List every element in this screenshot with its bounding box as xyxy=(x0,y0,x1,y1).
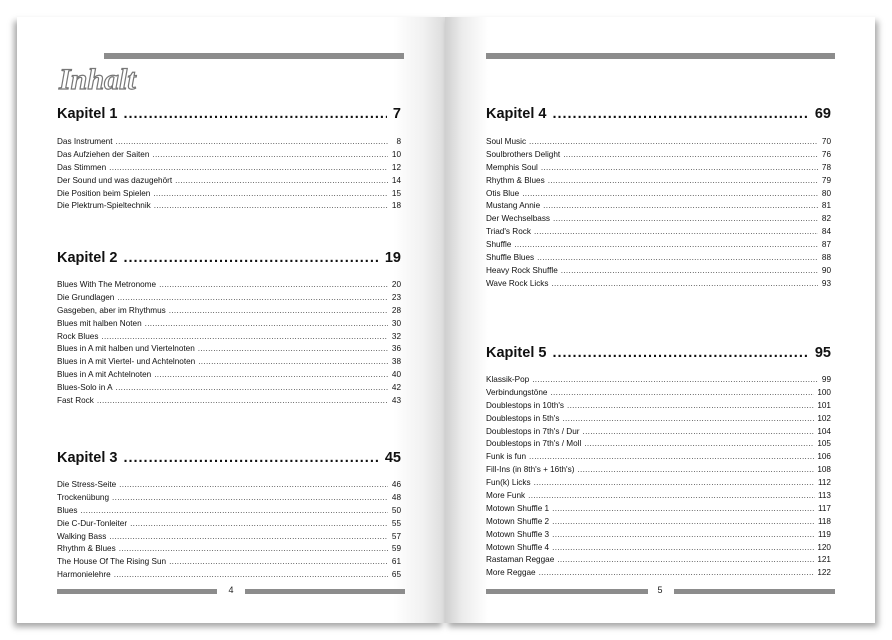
toc-entry-page: 81 xyxy=(821,201,831,211)
dot-leader xyxy=(123,106,386,122)
toc-entry xyxy=(57,518,401,531)
toc-entry xyxy=(486,567,831,580)
toc-entry xyxy=(57,343,401,356)
dot-leader xyxy=(154,200,388,213)
chapter-heading xyxy=(486,345,831,361)
toc-entry-page: 55 xyxy=(391,518,401,528)
page-number: 5 xyxy=(657,585,663,595)
dot-leader xyxy=(583,426,815,439)
toc-entry-page: 61 xyxy=(391,557,401,567)
chapter-page: 19 xyxy=(384,250,401,266)
dot-leader xyxy=(541,162,818,175)
dot-leader xyxy=(537,252,818,265)
toc-entry xyxy=(57,175,401,188)
toc-entry xyxy=(57,318,401,331)
toc-entry-page: 43 xyxy=(391,396,401,406)
toc-entry-title: More Funk xyxy=(486,491,526,501)
dot-leader xyxy=(123,450,378,466)
toc-entry-title: Die C-Dur-Tonleiter xyxy=(57,518,128,528)
dot-leader xyxy=(169,556,388,569)
toc-entry-page: 20 xyxy=(391,280,401,289)
toc-entry xyxy=(486,188,831,201)
dot-leader xyxy=(557,554,814,567)
toc-entry-title: Rhythm & Blues xyxy=(57,544,116,554)
dot-leader xyxy=(114,569,388,582)
toc-entry xyxy=(57,492,401,505)
toc-entry-page: 70 xyxy=(821,137,831,146)
toc-entry-page: 88 xyxy=(821,253,831,263)
toc-entry-page: 57 xyxy=(391,531,401,541)
toc-entry-page: 46 xyxy=(391,480,401,489)
toc-entry-title: Trockenübung xyxy=(57,492,110,502)
toc-entry-page: 90 xyxy=(821,265,831,275)
toc-entry xyxy=(486,162,831,175)
toc-entry xyxy=(486,516,831,529)
dot-leader xyxy=(123,250,378,266)
chapter-title: Kapitel 3 xyxy=(57,450,118,466)
toc-entry-title: Soul Music xyxy=(486,137,527,146)
dot-leader xyxy=(152,149,388,162)
toc-entry-title: Motown Shuffle 4 xyxy=(486,542,550,552)
toc-entry-page: 78 xyxy=(821,162,831,172)
toc-entry-title: More Reggae xyxy=(486,568,536,578)
dot-leader xyxy=(561,265,818,278)
toc-entry xyxy=(486,503,831,516)
toc-entry-title: Motown Shuffle 3 xyxy=(486,529,550,539)
chapter-title: Kapitel 4 xyxy=(486,106,547,122)
dot-leader xyxy=(101,331,388,344)
dot-leader xyxy=(552,516,815,529)
toc-entry-title: Das Instrument xyxy=(57,137,113,146)
toc-entry-title: Triad's Rock xyxy=(486,227,531,237)
toc-entry xyxy=(486,464,831,477)
toc-entry-page: 40 xyxy=(391,370,401,380)
chapter-title: Kapitel 5 xyxy=(486,345,547,361)
dot-leader xyxy=(550,387,814,400)
page-number: 4 xyxy=(228,585,234,595)
dot-leader xyxy=(548,175,818,188)
toc-entry-page: 106 xyxy=(817,452,831,462)
toc-entry xyxy=(57,556,401,569)
toc-entry xyxy=(57,331,401,344)
left-page xyxy=(17,17,445,623)
toc-entry-list xyxy=(486,374,831,580)
dot-leader xyxy=(198,356,388,369)
toc-entry xyxy=(57,479,401,492)
dot-leader xyxy=(584,438,814,451)
toc-entry-list xyxy=(57,136,401,213)
toc-entry-title: Der Wechselbass xyxy=(486,214,551,224)
dot-leader xyxy=(116,136,388,149)
toc-entry-title: Shuffle xyxy=(486,240,512,250)
toc-entry-title: Fast Rock xyxy=(57,396,94,406)
toc-entry-title: Otis Blue xyxy=(486,188,520,198)
footer-rule-right xyxy=(245,589,405,594)
footer-rule-right xyxy=(674,589,835,594)
toc-entry-page: 10 xyxy=(391,149,401,159)
toc-entry-page: 65 xyxy=(391,570,401,580)
dot-leader xyxy=(80,505,388,518)
toc-entry xyxy=(57,292,401,305)
dot-leader xyxy=(528,490,815,503)
dot-leader xyxy=(112,492,388,505)
toc-entry-title: Soulbrothers Delight xyxy=(486,149,561,159)
chapter-page: 95 xyxy=(814,345,831,361)
toc-entry-page: 15 xyxy=(391,188,401,198)
toc-entry xyxy=(486,136,831,149)
toc-entry xyxy=(57,543,401,556)
dot-leader xyxy=(552,529,815,542)
toc-entry-title: Wave Rock Licks xyxy=(486,278,549,288)
toc-entry xyxy=(486,213,831,226)
toc-entry xyxy=(486,529,831,542)
chapter-heading xyxy=(57,250,401,266)
chapter-page: 45 xyxy=(384,450,401,466)
toc-entry-title: Funk is fun xyxy=(486,452,527,462)
dot-leader xyxy=(577,464,814,477)
dot-leader xyxy=(109,531,388,544)
toc-entry-page: 48 xyxy=(391,492,401,502)
toc-entry-title: Blues in A mit halben und Viertelnoten xyxy=(57,344,195,354)
toc-entry-page: 120 xyxy=(817,542,831,552)
toc-entry-page: 87 xyxy=(821,240,831,250)
chapter-page: 69 xyxy=(814,106,831,122)
toc-entry-title: Heavy Rock Shuffle xyxy=(486,265,558,275)
toc-entry xyxy=(57,279,401,292)
toc-entry-title: Das Stimmen xyxy=(57,162,107,172)
dot-leader xyxy=(117,292,388,305)
dot-leader xyxy=(153,188,388,201)
dot-leader xyxy=(552,503,815,516)
toc-entry-page: 82 xyxy=(821,214,831,224)
dot-leader xyxy=(539,567,815,580)
chapter-heading xyxy=(57,450,401,466)
dot-leader xyxy=(514,239,818,252)
toc-entry-page: 28 xyxy=(391,305,401,315)
toc-entry xyxy=(486,200,831,213)
toc-entry-page: 84 xyxy=(821,227,831,237)
toc-entry-page: 122 xyxy=(817,568,831,578)
toc-entry xyxy=(57,188,401,201)
toc-entry-title: Das Aufziehen der Saiten xyxy=(57,149,150,159)
toc-entry-page: 14 xyxy=(391,175,401,185)
toc-entry-title: Blues With The Metronome xyxy=(57,280,157,289)
top-rule xyxy=(486,53,835,59)
toc-entry xyxy=(486,477,831,490)
toc-entry-list xyxy=(486,136,831,291)
dot-leader xyxy=(145,318,388,331)
right-page xyxy=(445,17,875,623)
dot-leader xyxy=(563,149,818,162)
toc-entry-page: 118 xyxy=(817,516,831,526)
toc-entry-title: Walking Bass xyxy=(57,531,107,541)
toc-entry-title: Motown Shuffle 1 xyxy=(486,503,550,513)
toc-entry-page: 117 xyxy=(817,503,831,513)
dot-leader xyxy=(562,413,814,426)
toc-entry-page: 18 xyxy=(391,201,401,211)
chapter-title: Kapitel 1 xyxy=(57,106,118,122)
dot-leader xyxy=(552,106,808,122)
dot-leader xyxy=(97,395,388,408)
toc-entry-page: 104 xyxy=(817,426,831,436)
dot-leader xyxy=(175,175,388,188)
toc-entry-title: Blues mit halben Noten xyxy=(57,318,142,328)
toc-entry-page: 30 xyxy=(391,318,401,328)
toc-entry-page: 23 xyxy=(391,292,401,302)
toc-entry-title: Blues-Solo in A xyxy=(57,383,113,393)
toc-entry-page: 99 xyxy=(821,375,831,384)
dot-leader xyxy=(116,382,388,395)
toc-entry xyxy=(57,382,401,395)
toc-entry-title: Doublestops in 10th's xyxy=(486,400,565,410)
toc-entry-page: 101 xyxy=(817,400,831,410)
dot-leader xyxy=(567,400,814,413)
toc-entry-page: 38 xyxy=(391,357,401,367)
footer-rule-left xyxy=(486,589,648,594)
toc-entry-page: 32 xyxy=(391,331,401,341)
toc-entry-title: Die Plektrum-Spieltechnik xyxy=(57,201,151,211)
toc-entry xyxy=(486,226,831,239)
toc-entry-title: Die Stress-Seite xyxy=(57,480,117,489)
toc-entry-page: 80 xyxy=(821,188,831,198)
dot-leader xyxy=(534,477,815,490)
toc-entry-list xyxy=(57,479,401,582)
toc-entry-title: The House Of The Rising Sun xyxy=(57,557,167,567)
toc-entry-title: Blues in A mit Viertel- und Achtelnoten xyxy=(57,357,196,367)
toc-entry-title: Klassik-Pop xyxy=(486,375,530,384)
dot-leader xyxy=(552,542,814,555)
toc-entry xyxy=(486,175,831,188)
toc-entry xyxy=(486,252,831,265)
toc-entry-title: Rastaman Reggae xyxy=(486,555,555,565)
chapter-page: 7 xyxy=(392,106,401,122)
toc-entry-page: 79 xyxy=(821,175,831,185)
toc-entry-page: 76 xyxy=(821,149,831,159)
dot-leader xyxy=(119,543,388,556)
toc-entry-page: 59 xyxy=(391,544,401,554)
toc-entry xyxy=(486,400,831,413)
toc-entry-title: Gasgeben, aber im Rhythmus xyxy=(57,305,166,315)
chapter-heading xyxy=(57,106,401,122)
dot-leader xyxy=(551,278,818,291)
dot-leader xyxy=(154,369,388,382)
toc-entry xyxy=(486,149,831,162)
toc-entry xyxy=(486,374,831,387)
toc-entry-page: 12 xyxy=(391,162,401,172)
dot-leader xyxy=(198,343,388,356)
contents-heading-text: Inhalt xyxy=(59,63,136,96)
toc-entry xyxy=(57,136,401,149)
toc-entry-title: Fill-Ins (in 8th's + 16th's) xyxy=(486,465,575,475)
toc-entry xyxy=(57,395,401,408)
toc-entry-page: 100 xyxy=(817,387,831,397)
toc-entry-page: 36 xyxy=(391,344,401,354)
dot-leader xyxy=(130,518,388,531)
toc-entry-title: Verbindungstöne xyxy=(486,387,548,397)
toc-entry-title: Rhythm & Blues xyxy=(486,175,545,185)
toc-entry xyxy=(57,305,401,318)
toc-entry-title: Der Sound und was dazugehört xyxy=(57,175,173,185)
toc-entry xyxy=(486,490,831,503)
toc-entry-page: 8 xyxy=(396,137,401,146)
footer-rule-left xyxy=(57,589,217,594)
toc-entry-title: Shuffle Blues xyxy=(486,253,535,263)
dot-leader xyxy=(534,226,818,239)
dot-leader xyxy=(109,162,388,175)
dot-leader xyxy=(529,451,814,464)
toc-entry-list xyxy=(57,279,401,408)
toc-entry-title: Doublestops in 7th's / Moll xyxy=(486,439,582,449)
toc-entry-page: 42 xyxy=(391,383,401,393)
toc-entry xyxy=(57,569,401,582)
toc-entry-title: Fun(k) Licks xyxy=(486,478,531,488)
toc-entry xyxy=(57,200,401,213)
toc-entry xyxy=(57,505,401,518)
toc-entry xyxy=(486,387,831,400)
contents-heading xyxy=(57,57,177,97)
dot-leader xyxy=(543,200,818,213)
toc-entry xyxy=(486,426,831,439)
toc-entry xyxy=(486,265,831,278)
toc-entry xyxy=(486,438,831,451)
toc-entry-page: 113 xyxy=(817,491,831,501)
dot-leader xyxy=(522,188,818,201)
toc-entry xyxy=(57,162,401,175)
toc-entry-title: Memphis Soul xyxy=(486,162,538,172)
toc-entry-title: Blues in A mit Achtelnoten xyxy=(57,370,152,380)
toc-entry-page: 108 xyxy=(817,465,831,475)
toc-entry-page: 50 xyxy=(391,505,401,515)
toc-entry-title: Die Position beim Spielen xyxy=(57,188,151,198)
dot-leader xyxy=(532,374,818,387)
toc-entry xyxy=(486,542,831,555)
toc-entry xyxy=(57,356,401,369)
toc-entry-page: 105 xyxy=(817,439,831,449)
toc-entry xyxy=(57,531,401,544)
toc-entry-title: Doublestops in 7th's / Dur xyxy=(486,426,580,436)
toc-entry-title: Doublestops in 5th's xyxy=(486,413,560,423)
toc-entry xyxy=(486,554,831,567)
toc-entry-title: Rock Blues xyxy=(57,331,99,341)
dot-leader xyxy=(159,279,388,292)
toc-entry-title: Die Grundlagen xyxy=(57,292,115,302)
toc-entry-page: 121 xyxy=(817,555,831,565)
dot-leader xyxy=(169,305,388,318)
toc-entry xyxy=(486,278,831,291)
chapter-heading xyxy=(486,106,831,122)
toc-entry-page: 119 xyxy=(817,529,831,539)
toc-entry-title: Mustang Annie xyxy=(486,201,541,211)
chapter-title: Kapitel 2 xyxy=(57,250,118,266)
toc-entry-page: 112 xyxy=(817,478,831,488)
dot-leader xyxy=(553,213,818,226)
toc-entry xyxy=(486,451,831,464)
toc-entry-title: Blues xyxy=(57,505,78,515)
toc-entry xyxy=(57,369,401,382)
toc-entry-page: 102 xyxy=(817,413,831,423)
dot-leader xyxy=(119,479,388,492)
toc-entry-title: Motown Shuffle 2 xyxy=(486,516,550,526)
toc-entry xyxy=(57,149,401,162)
toc-entry-title: Harmonielehre xyxy=(57,570,111,580)
toc-entry-page: 93 xyxy=(821,278,831,288)
dot-leader xyxy=(529,136,818,149)
toc-entry xyxy=(486,413,831,426)
dot-leader xyxy=(552,345,808,361)
toc-entry xyxy=(486,239,831,252)
